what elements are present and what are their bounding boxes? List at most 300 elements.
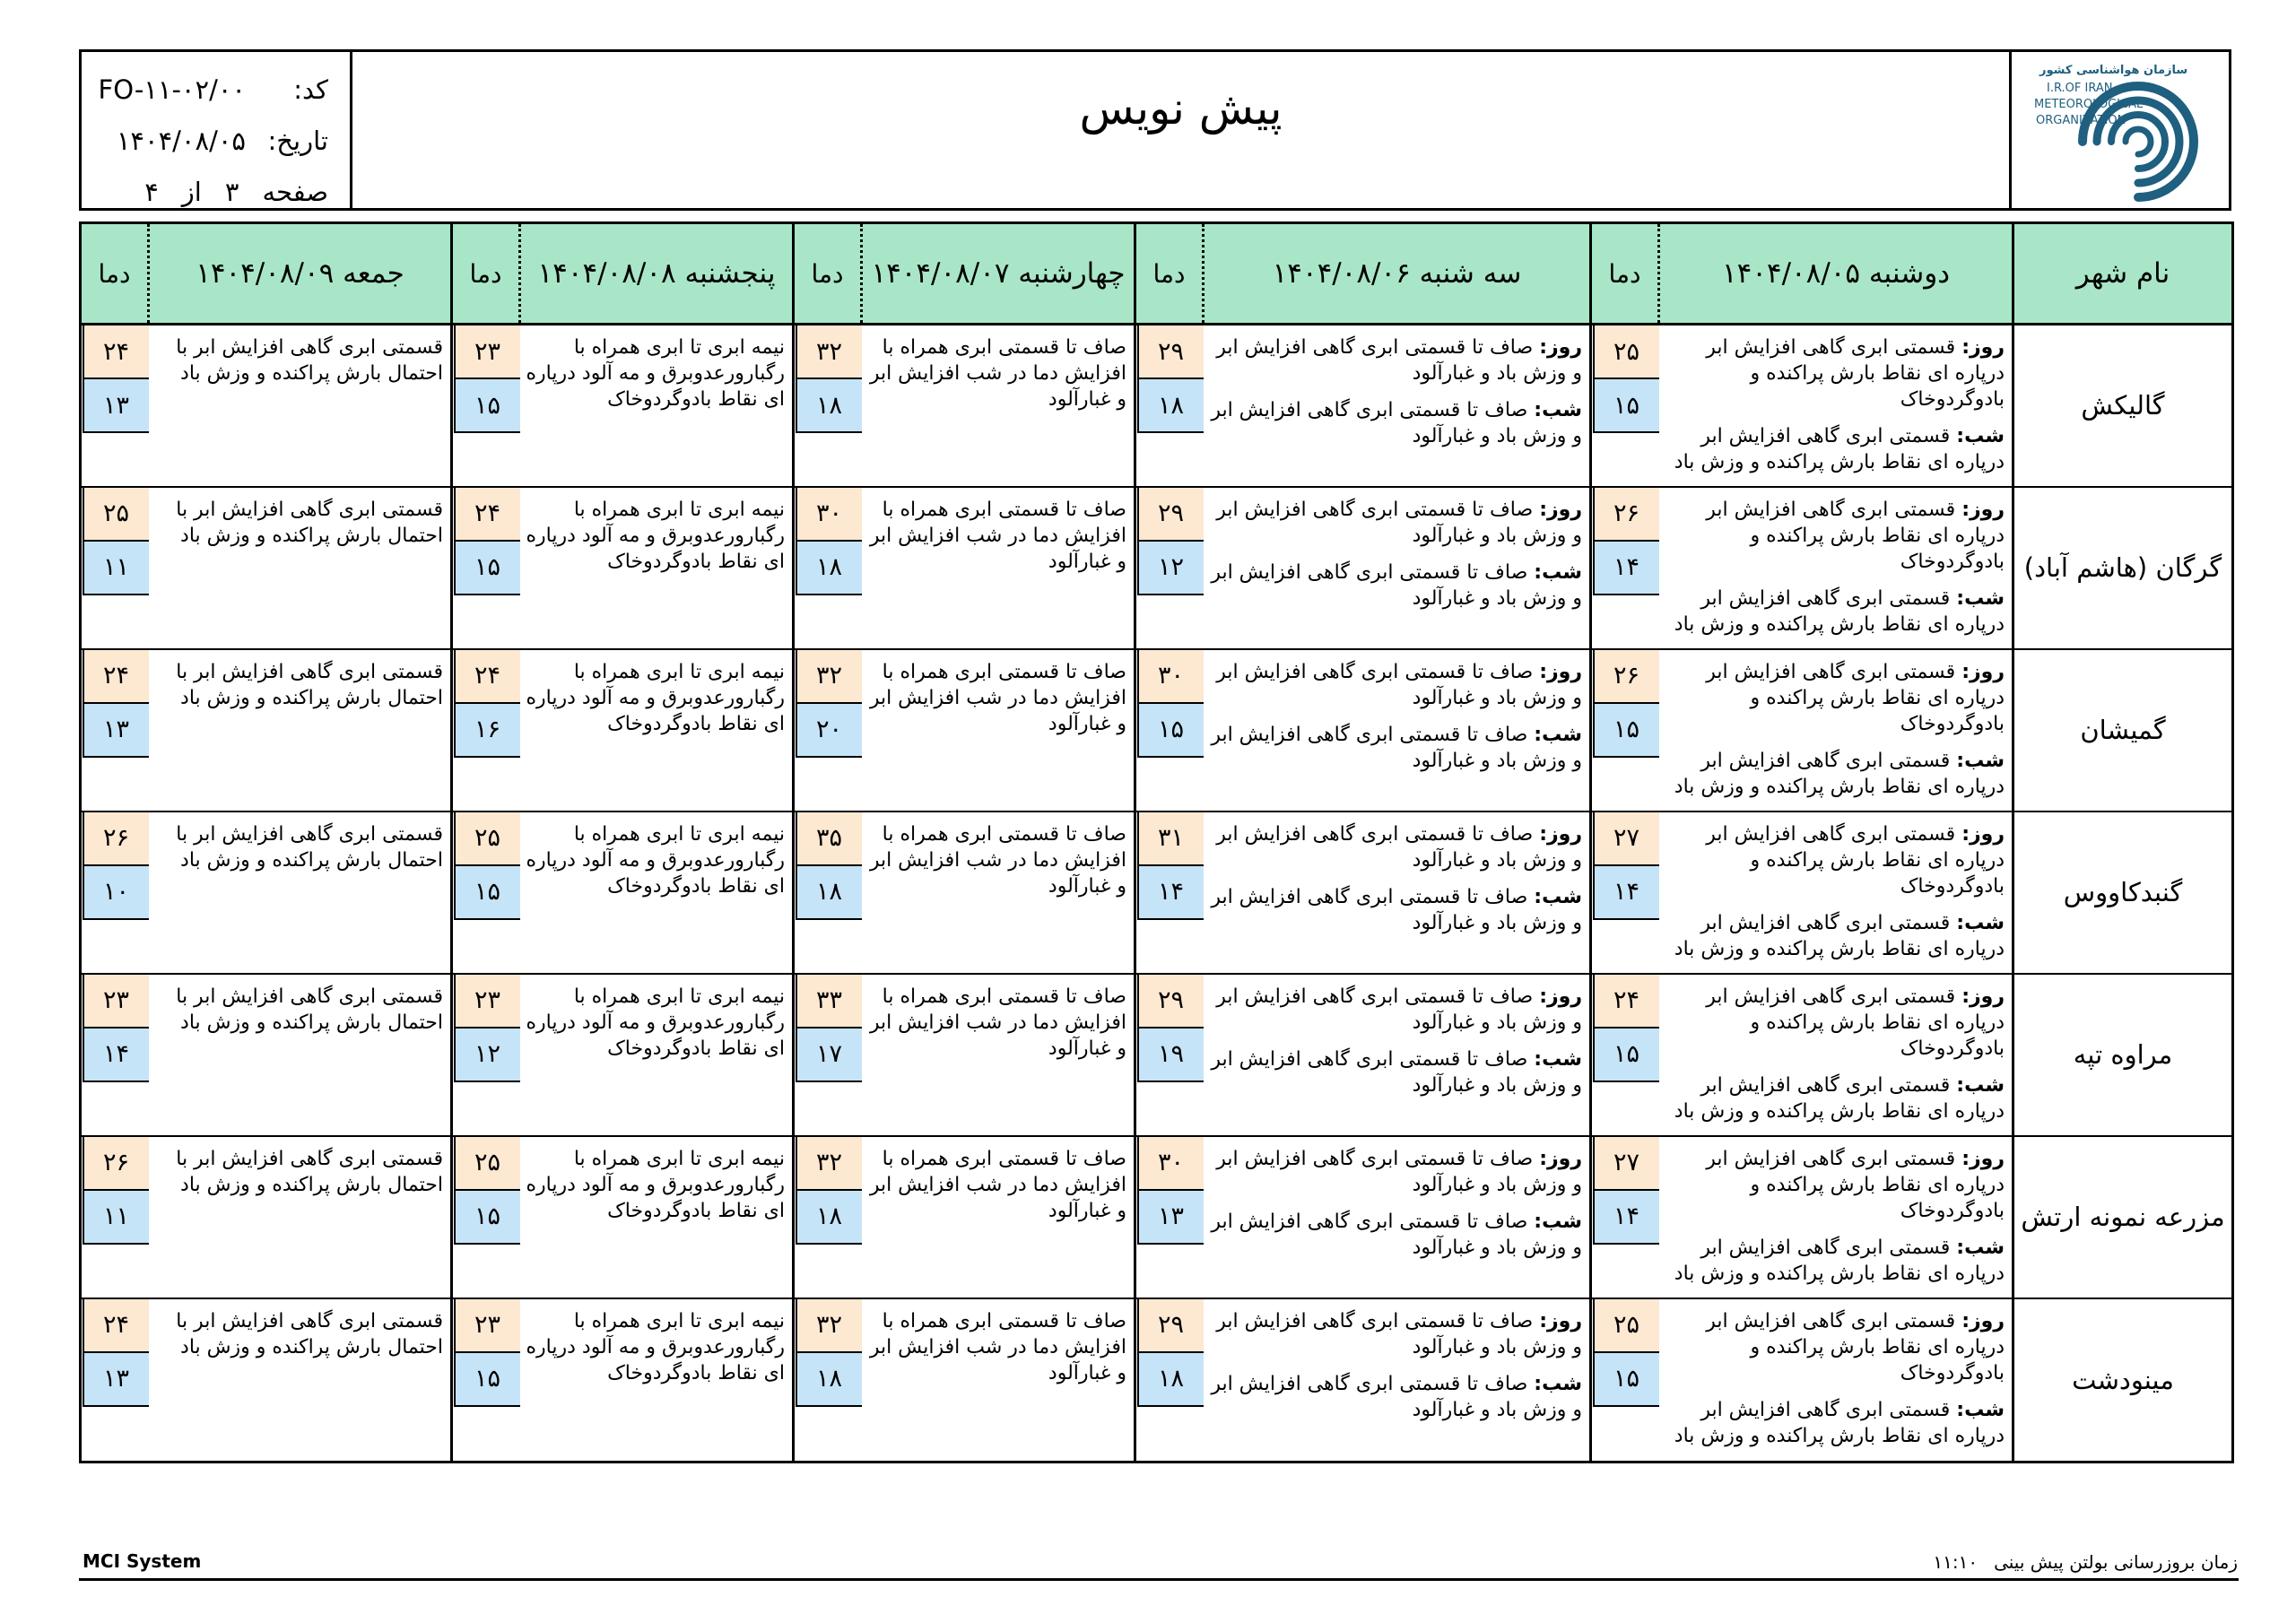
temp-max: ۲۴ (83, 650, 149, 704)
temp-box (83, 1299, 149, 1407)
day-forecast (1209, 984, 1583, 1036)
temp-min: ۱۹ (1137, 1028, 1204, 1082)
night-label: شب: (1956, 749, 2005, 772)
forecast-text: صاف تا قسمتی ابری همراه با افزایش دما در شب افزایش ابر و غبارآلود (869, 498, 1126, 573)
temp-box (796, 488, 862, 595)
temp-min: ۱۸ (796, 379, 862, 433)
day-forecast (1209, 659, 1583, 711)
night-text: صاف تا قسمتی ابری گاهی افزایش ابر و وزش باد و غبارآلود (1211, 399, 1582, 447)
night-forecast (1665, 910, 2005, 962)
temp-max: ۳۰ (796, 488, 862, 542)
night-label: شب: (1534, 885, 1582, 908)
temp-max: ۲۵ (1593, 325, 1659, 379)
col-header-city: نام شهر (2013, 223, 2233, 325)
temp-min: ۱۲ (1137, 542, 1204, 595)
code-label: کد: (293, 74, 328, 105)
page-label: صفحه (262, 177, 328, 207)
day-text: قسمتی ابری گاهی افزایش ابر درپاره ای نقاط بارش پراکنده و بادوگردوخاک (1706, 1147, 2005, 1222)
city-name: مراوه تپه (2013, 974, 2233, 1136)
logo-cell (2009, 52, 2229, 208)
footer-system: MCI System (83, 1550, 202, 1572)
night-label: شب: (1534, 399, 1582, 421)
day-label: روز: (1961, 822, 2005, 846)
night-text: قسمتی ابری گاهی افزایش ابر درپاره ای نقاط بارش پراکنده و وزش باد (1674, 1398, 2005, 1447)
night-forecast (1665, 586, 2005, 638)
code-row (82, 65, 328, 116)
forecast-text: صاف تا قسمتی ابری همراه با افزایش دما در شب افزایش ابر و غبارآلود (869, 660, 1126, 735)
temp-cell (1591, 487, 1659, 649)
temp-cell (452, 487, 520, 649)
svg-text:I.R.OF IRAN: I.R.OF IRAN (2047, 82, 2113, 95)
forecast-text: نیمه ابری تا ابری همراه با رگبارورعدوبرق و مه آلود درپاره ای نقاط بادوگردوخاک (526, 1309, 785, 1384)
forecast-text: نیمه ابری تا ابری همراه با رگبارورعدوبرق و مه آلود درپاره ای نقاط بادوگردوخاک (526, 985, 785, 1060)
night-text: قسمتی ابری گاهی افزایش ابر درپاره ای نقاط بارش پراکنده و وزش باد (1674, 425, 2005, 473)
temp-cell (1591, 974, 1659, 1136)
day-forecast (1209, 1146, 1583, 1198)
forecast-desc (520, 1136, 794, 1298)
city-name: گمیشان (2013, 649, 2233, 812)
page-current: ۳ (224, 177, 239, 207)
forecast-desc (149, 649, 452, 812)
day-text: قسمتی ابری گاهی افزایش ابر درپاره ای نقاط بارش پراکنده و بادوگردوخاک (1706, 1309, 2005, 1384)
temp-cell (1135, 1136, 1204, 1298)
temp-max: ۲۴ (1593, 975, 1659, 1028)
temp-max: ۳۲ (796, 1137, 862, 1191)
temp-max: ۲۳ (454, 975, 520, 1028)
day-label: روز: (1539, 498, 1582, 521)
temp-max: ۳۳ (796, 975, 862, 1028)
day-label: روز: (1539, 822, 1582, 846)
day-text: قسمتی ابری گاهی افزایش ابر درپاره ای نقاط بارش پراکنده و بادوگردوخاک (1706, 822, 2005, 898)
temp-min: ۱۴ (1593, 866, 1659, 920)
forecast-desc (149, 812, 452, 974)
temp-min: ۱۵ (454, 379, 520, 433)
temp-max: ۲۵ (454, 812, 520, 866)
temp-min: ۱۱ (83, 1191, 149, 1245)
page-title-text: پیش نویس (1079, 82, 1283, 135)
temp-min: ۱۵ (1593, 379, 1659, 433)
temp-box (1593, 488, 1659, 595)
forecast-desc (520, 1298, 794, 1462)
footer-update-label: زمان بروزرسانی بولتن پیش بینی (1994, 1551, 2238, 1573)
temp-max: ۳۲ (796, 1299, 862, 1353)
day-forecast (1665, 821, 2005, 899)
forecast-text: نیمه ابری تا ابری همراه با رگبارورعدوبرق و مه آلود درپاره ای نقاط بادوگردوخاک (526, 822, 785, 898)
temp-cell (1135, 487, 1204, 649)
temp-min: ۱۴ (1137, 866, 1204, 920)
forecast-text: قسمتی ابری گاهی افزایش ابر با احتمال بارش پراکنده و وزش باد (176, 1309, 443, 1358)
page-total: ۴ (144, 177, 159, 207)
temp-min: ۱۰ (83, 866, 149, 920)
temp-cell (794, 487, 862, 649)
day-forecast (1209, 497, 1583, 549)
page-row (82, 167, 328, 218)
temp-max: ۲۳ (83, 975, 149, 1028)
forecast-text: صاف تا قسمتی ابری همراه با افزایش دما در شب افزایش ابر و غبارآلود (869, 822, 1126, 898)
forecast-text: صاف تا قسمتی ابری همراه با افزایش دما در شب افزایش ابر و غبارآلود (869, 1309, 1126, 1384)
temp-box (1593, 1299, 1659, 1407)
forecast-desc (1204, 812, 1591, 974)
temp-cell (1135, 974, 1204, 1136)
forecast-text: نیمه ابری تا ابری همراه با رگبارورعدوبرق و مه آلود درپاره ای نقاط بادوگردوخاک (526, 1147, 785, 1222)
day-forecast (1209, 334, 1583, 386)
temp-max: ۲۶ (83, 1137, 149, 1191)
day-text: صاف تا قسمتی ابری گاهی افزایش ابر و وزش باد و غبارآلود (1216, 336, 1582, 385)
forecast-desc (1659, 1298, 2013, 1462)
forecast-text: قسمتی ابری گاهی افزایش ابر با احتمال بارش پراکنده و وزش باد (176, 1147, 443, 1196)
day-text: قسمتی ابری گاهی افزایش ابر درپاره ای نقاط بارش پراکنده و بادوگردوخاک (1706, 660, 2005, 735)
table-row (81, 974, 2233, 1136)
temp-max: ۲۹ (1137, 488, 1204, 542)
forecast-desc (1204, 325, 1591, 487)
temp-max: ۲۴ (454, 488, 520, 542)
night-label: شب: (1956, 586, 2005, 610)
col-header-day-1: دوشنبه ۱۴۰۴/۰۸/۰۵ (1659, 223, 2013, 325)
temp-box (454, 1299, 520, 1407)
night-forecast (1665, 1397, 2005, 1449)
temp-max: ۲۹ (1137, 325, 1204, 379)
night-text: صاف تا قسمتی ابری گاهی افزایش ابر و وزش باد و غبارآلود (1211, 1210, 1582, 1259)
night-label: شب: (1534, 723, 1582, 746)
temp-max: ۳۰ (1137, 1137, 1204, 1191)
temp-max: ۲۴ (83, 1299, 149, 1353)
forecast-desc (1204, 974, 1591, 1136)
col-header-day-3: چهارشنبه ۱۴۰۴/۰۸/۰۷ (862, 223, 1135, 325)
date-label: تاریخ: (267, 126, 328, 156)
forecast-desc (862, 974, 1135, 1136)
day-forecast (1209, 1308, 1583, 1360)
forecast-text: صاف تا قسمتی ابری همراه با افزایش دما در شب افزایش ابر و غبارآلود (869, 1147, 1126, 1222)
day-forecast (1665, 984, 2005, 1062)
forecast-desc (1659, 1136, 2013, 1298)
day-forecast (1665, 334, 2005, 412)
temp-max: ۲۴ (83, 325, 149, 379)
temp-cell (1591, 325, 1659, 487)
temp-box (83, 1137, 149, 1245)
temp-box (1137, 812, 1204, 920)
temp-cell (81, 812, 149, 974)
col-header-temp-5: دما (81, 223, 149, 325)
svg-text:METEOROLOGICAL: METEOROLOGICAL (2034, 98, 2144, 111)
night-label: شب: (1956, 911, 2005, 934)
night-forecast (1209, 722, 1583, 774)
temp-cell (81, 974, 149, 1136)
temp-cell (794, 1136, 862, 1298)
col-header-day-5: جمعه ۱۴۰۴/۰۸/۰۹ (149, 223, 452, 325)
temp-cell (1135, 812, 1204, 974)
col-header-day-4: پنجشنبه ۱۴۰۴/۰۸/۰۸ (520, 223, 794, 325)
page-title (352, 52, 2009, 208)
temp-box (83, 488, 149, 595)
temp-box (454, 325, 520, 433)
night-text: قسمتی ابری گاهی افزایش ابر درپاره ای نقاط بارش پراکنده و وزش باد (1674, 749, 2005, 798)
temp-min: ۱۴ (83, 1028, 149, 1082)
temp-box (454, 650, 520, 758)
day-text: قسمتی ابری گاهی افزایش ابر درپاره ای نقاط بارش پراکنده و بادوگردوخاک (1706, 985, 2005, 1060)
temp-min: ۱۸ (1137, 1353, 1204, 1407)
day-label: روز: (1961, 1147, 2005, 1170)
temp-min: ۱۱ (83, 542, 149, 595)
temp-max: ۳۱ (1137, 812, 1204, 866)
night-label: شب: (1956, 1073, 2005, 1097)
document-header (79, 49, 2231, 211)
day-forecast (1665, 659, 2005, 737)
temp-max: ۲۵ (454, 1137, 520, 1191)
temp-cell (452, 812, 520, 974)
night-forecast (1665, 423, 2005, 475)
table-row (81, 649, 2233, 812)
forecast-desc (149, 487, 452, 649)
table-row (81, 812, 2233, 974)
night-text: قسمتی ابری گاهی افزایش ابر درپاره ای نقاط بارش پراکنده و وزش باد (1674, 1073, 2005, 1123)
temp-box (83, 975, 149, 1082)
night-text: صاف تا قسمتی ابری گاهی افزایش ابر و وزش باد و غبارآلود (1211, 1372, 1582, 1421)
night-text: صاف تا قسمتی ابری گاهی افزایش ابر و وزش باد و غبارآلود (1211, 560, 1582, 610)
temp-cell (81, 649, 149, 812)
temp-box (1137, 488, 1204, 595)
night-forecast (1665, 748, 2005, 800)
temp-box (1593, 812, 1659, 920)
spiral-logo-icon (2031, 54, 2210, 206)
forecast-desc (862, 487, 1135, 649)
night-text: قسمتی ابری گاهی افزایش ابر درپاره ای نقاط بارش پراکنده و وزش باد (1674, 911, 2005, 960)
forecast-desc (1659, 974, 2013, 1136)
footer-update-time: ۱۱:۱۰ (1933, 1551, 1979, 1573)
day-label: روز: (1539, 985, 1582, 1008)
temp-cell (1135, 1298, 1204, 1462)
day-text: صاف تا قسمتی ابری گاهی افزایش ابر و وزش باد و غبارآلود (1216, 1147, 1582, 1196)
forecast-desc (1659, 325, 2013, 487)
col-header-temp-4: دما (452, 223, 520, 325)
temp-max: ۲۶ (1593, 488, 1659, 542)
night-forecast (1209, 1371, 1583, 1423)
date-row (82, 116, 328, 167)
footer-divider (79, 1578, 2239, 1581)
forecast-text: قسمتی ابری گاهی افزایش ابر با احتمال بارش پراکنده و وزش باد (176, 822, 443, 872)
day-forecast (1665, 497, 2005, 575)
temp-cell (1591, 812, 1659, 974)
temp-box (1137, 975, 1204, 1082)
forecast-desc (862, 325, 1135, 487)
table-row (81, 1298, 2233, 1462)
temp-max: ۲۹ (1137, 1299, 1204, 1353)
table-row (81, 487, 2233, 649)
night-label: شب: (1534, 560, 1582, 584)
night-label: شب: (1956, 1398, 2005, 1421)
forecast-text: نیمه ابری تا ابری همراه با رگبارورعدوبرق و مه آلود درپاره ای نقاط بادوگردوخاک (526, 660, 785, 735)
night-label: شب: (1534, 1047, 1582, 1071)
temp-cell (452, 325, 520, 487)
day-label: روز: (1961, 985, 2005, 1008)
temp-box (1593, 975, 1659, 1082)
col-header-temp-1: دما (1591, 223, 1659, 325)
night-label: شب: (1956, 1236, 2005, 1259)
forecast-desc (149, 1298, 452, 1462)
forecast-table (79, 221, 2234, 1463)
temp-box (796, 812, 862, 920)
day-text: قسمتی ابری گاهی افزایش ابر درپاره ای نقاط بارش پراکنده و بادوگردوخاک (1706, 336, 2005, 411)
night-text: قسمتی ابری گاهی افزایش ابر درپاره ای نقاط بارش پراکنده و وزش باد (1674, 586, 2005, 636)
forecast-desc (149, 974, 452, 1136)
day-label: روز: (1961, 336, 2005, 359)
temp-box (1593, 325, 1659, 433)
night-text: صاف تا قسمتی ابری گاهی افزایش ابر و وزش باد و غبارآلود (1211, 885, 1582, 934)
temp-min: ۱۴ (1593, 542, 1659, 595)
temp-max: ۳۵ (796, 812, 862, 866)
temp-cell (794, 325, 862, 487)
night-text: صاف تا قسمتی ابری گاهی افزایش ابر و وزش باد و غبارآلود (1211, 723, 1582, 772)
temp-box (454, 975, 520, 1082)
temp-cell (81, 325, 149, 487)
night-label: شب: (1534, 1372, 1582, 1395)
forecast-text: قسمتی ابری گاهی افزایش ابر با احتمال بارش پراکنده و وزش باد (176, 985, 443, 1034)
temp-max: ۲۷ (1593, 812, 1659, 866)
forecast-desc (862, 1136, 1135, 1298)
temp-min: ۱۸ (796, 866, 862, 920)
temp-min: ۱۸ (796, 542, 862, 595)
day-label: روز: (1539, 1309, 1582, 1332)
temp-min: ۱۷ (796, 1028, 862, 1082)
temp-box (83, 325, 149, 433)
forecast-text: قسمتی ابری گاهی افزایش ابر با احتمال بارش پراکنده و وزش باد (176, 498, 443, 547)
temp-cell (1591, 1298, 1659, 1462)
temp-max: ۲۳ (454, 325, 520, 379)
temp-cell (81, 1136, 149, 1298)
forecast-desc (149, 325, 452, 487)
temp-cell (1135, 325, 1204, 487)
table-header-row (81, 223, 2233, 325)
forecast-text: صاف تا قسمتی ابری همراه با افزایش دما در شب افزایش ابر و غبارآلود (869, 985, 1126, 1060)
temp-cell (1591, 1136, 1659, 1298)
day-label: روز: (1539, 1147, 1582, 1170)
temp-cell (452, 649, 520, 812)
night-text: صاف تا قسمتی ابری گاهی افزایش ابر و وزش باد و غبارآلود (1211, 1047, 1582, 1097)
temp-cell (794, 812, 862, 974)
temp-box (796, 975, 862, 1082)
temp-min: ۱۵ (454, 1353, 520, 1407)
day-label: روز: (1539, 660, 1582, 683)
col-header-temp-2: دما (1135, 223, 1204, 325)
temp-min: ۱۵ (1137, 704, 1204, 758)
temp-box (83, 812, 149, 920)
forecast-text: نیمه ابری تا ابری همراه با رگبارورعدوبرق و مه آلود درپاره ای نقاط بادوگردوخاک (526, 336, 785, 411)
code-value: FO-۱۱-۰۲/۰۰ (98, 74, 246, 105)
document-meta (82, 52, 352, 208)
temp-box (1137, 325, 1204, 433)
city-name: مینودشت (2013, 1298, 2233, 1462)
temp-cell (794, 1298, 862, 1462)
temp-box (83, 650, 149, 758)
day-text: قسمتی ابری گاهی افزایش ابر درپاره ای نقاط بارش پراکنده و بادوگردوخاک (1706, 498, 2005, 573)
temp-max: ۲۷ (1593, 1137, 1659, 1191)
temp-box (796, 1299, 862, 1407)
forecast-text: صاف تا قسمتی ابری همراه با افزایش دما در شب افزایش ابر و غبارآلود (869, 336, 1126, 411)
temp-min: ۱۵ (454, 1191, 520, 1245)
forecast-desc (862, 812, 1135, 974)
city-name: مزرعه نمونه ارتش (2013, 1136, 2233, 1298)
night-forecast (1209, 1209, 1583, 1261)
day-forecast (1665, 1146, 2005, 1224)
temp-cell (452, 974, 520, 1136)
temp-min: ۱۳ (83, 379, 149, 433)
temp-box (1593, 650, 1659, 758)
page-of: از (181, 177, 202, 207)
temp-max: ۲۹ (1137, 975, 1204, 1028)
temp-min: ۱۶ (454, 704, 520, 758)
temp-box (1137, 1137, 1204, 1245)
day-label: روز: (1961, 1309, 2005, 1332)
temp-box (1137, 1299, 1204, 1407)
night-forecast (1665, 1072, 2005, 1124)
temp-cell (794, 974, 862, 1136)
temp-cell (452, 1298, 520, 1462)
forecast-desc (862, 649, 1135, 812)
day-text: صاف تا قسمتی ابری گاهی افزایش ابر و وزش باد و غبارآلود (1216, 1309, 1582, 1358)
day-label: روز: (1539, 336, 1582, 359)
col-header-temp-3: دما (794, 223, 862, 325)
night-forecast (1209, 397, 1583, 449)
temp-min: ۱۵ (1593, 704, 1659, 758)
temp-min: ۱۳ (83, 1353, 149, 1407)
temp-box (454, 812, 520, 920)
temp-box (796, 325, 862, 433)
forecast-desc (1659, 812, 2013, 974)
temp-max: ۲۵ (1593, 1299, 1659, 1353)
night-label: شب: (1534, 1210, 1582, 1233)
temp-cell (1591, 649, 1659, 812)
forecast-desc (1659, 487, 2013, 649)
day-label: روز: (1961, 660, 2005, 683)
forecast-desc (520, 325, 794, 487)
svg-text:ORGANIZATION: ORGANIZATION (2036, 114, 2126, 127)
temp-box (796, 1137, 862, 1245)
temp-max: ۲۴ (454, 650, 520, 704)
table-row (81, 325, 2233, 487)
forecast-desc (520, 812, 794, 974)
day-forecast (1665, 1308, 2005, 1386)
forecast-text: نیمه ابری تا ابری همراه با رگبارورعدوبرق و مه آلود درپاره ای نقاط بادوگردوخاک (526, 498, 785, 573)
table-row (81, 1136, 2233, 1298)
temp-min: ۱۵ (454, 866, 520, 920)
temp-cell (81, 487, 149, 649)
temp-min: ۱۸ (796, 1353, 862, 1407)
temp-min: ۱۴ (1593, 1191, 1659, 1245)
city-name: گنبدکاووس (2013, 812, 2233, 974)
temp-max: ۳۰ (1137, 650, 1204, 704)
day-label: روز: (1961, 498, 2005, 521)
day-text: صاف تا قسمتی ابری گاهی افزایش ابر و وزش باد و غبارآلود (1216, 985, 1582, 1034)
temp-max: ۲۵ (83, 488, 149, 542)
day-forecast (1209, 821, 1583, 873)
forecast-text: قسمتی ابری گاهی افزایش ابر با احتمال بارش پراکنده و وزش باد (176, 336, 443, 385)
forecast-desc (1204, 1136, 1591, 1298)
forecast-body (81, 325, 2233, 1462)
temp-box (454, 1137, 520, 1245)
night-forecast (1665, 1235, 2005, 1287)
temp-box (1137, 650, 1204, 758)
temp-cell (81, 1298, 149, 1462)
temp-max: ۳۲ (796, 325, 862, 379)
forecast-desc (862, 1298, 1135, 1462)
forecast-desc (520, 487, 794, 649)
temp-min: ۱۳ (1137, 1191, 1204, 1245)
day-text: صاف تا قسمتی ابری گاهی افزایش ابر و وزش باد و غبارآلود (1216, 660, 1582, 709)
temp-min: ۲۰ (796, 704, 862, 758)
temp-min: ۱۸ (1137, 379, 1204, 433)
forecast-desc (1204, 649, 1591, 812)
temp-cell (1135, 649, 1204, 812)
footer-update (1933, 1551, 2238, 1573)
